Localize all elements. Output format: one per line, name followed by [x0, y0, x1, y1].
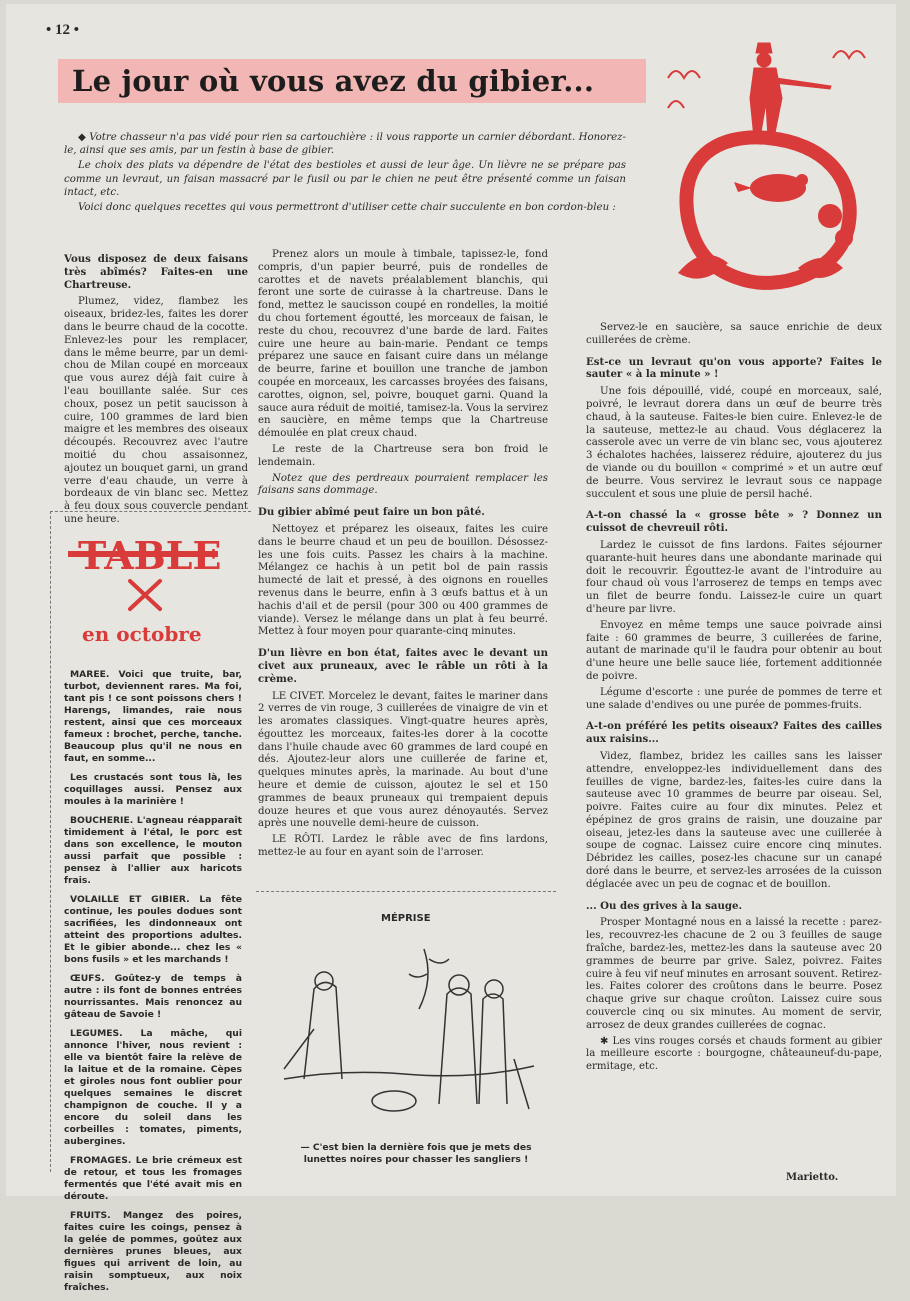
column-2	[258, 249, 548, 863]
intro-paragraph: Voici donc quelques recettes qui vous permettront d'utiliser cette chair succulente en bon cordon-bleu :	[78, 202, 616, 214]
article-title: Le jour où vous avez du gibier...	[72, 64, 595, 98]
column-1	[64, 249, 248, 530]
recipe-text: Prenez alors un moule à timbale, tapissez-le, fond compris, d'un papier beurré, puis de rondelles de carottes et de navets préalablement blanchis, qui feront une sorte de cuirasse à la chartreuse. Dans le fond, mettez le saucisson coupé en rondelles, la moitié du chou fortement égoutté, les morceaux de faisan, le reste du chou, recouvrez d'une barde de lard. Faites cuire une heure au bain-marie. Pendant ce temps préparez une sauce en faisant cuire dans un mélange de beurre, farine et bouillon une tranche de jambon coupée en morceaux, les carcasses broyées des faisans, carottes, oignon, sel, poivre, bouquet garni. Quand la sauce aura réduit de moitié, tamisez-la. Vous la servirez en saucière, en même temps que la Chartreuse démoulée en plat creux chaud.	[258, 249, 548, 440]
cartoon-title: MÉPRISE	[381, 913, 431, 924]
recipe-text: Une fois dépouillé, vidé, coupé en morceaux, salé, poivré, le levraut dorera dans un œuf de beurre très chaud, à la sauteuse. Faites-le bien cuire. Enlevez-le de la sauteuse, mettez-le au chaud. Vous déglacerez la casserole avec un verre de vin blanc sec, vous ajouterez 3 échalotes hachées, laisserez réduire, ajouterez du jus de viande ou du bouillon « comprimé » et un autre œuf de beurre. Vous servirez le levraut sous ce nappage succulent et sous une pluie de persil haché.	[586, 386, 882, 500]
recipe-text: Envoyez en même temps une sauce poivrade ainsi faite : 60 grammes de beurre, 3 cuillerées de farine, autant de marinade qu'il le faudra pour obtenir au bout d'une heure une belle sauce liée, fortement additionnée de poivre.	[586, 619, 882, 682]
recipe-text: Le reste de la Chartreuse sera bon froid le lendemain.	[258, 443, 548, 468]
recipe-note: Notez que des perdreaux pourraient remplacer les faisans sans dommage.	[258, 472, 548, 497]
column-3	[586, 322, 882, 1077]
intro	[64, 131, 626, 216]
hunter-cartoon-illustration	[274, 929, 544, 1129]
fork-knife-icon	[130, 581, 160, 609]
market-item: MAREE. Voici que truite, bar, turbot, deviennent rares. Ma foi, tant pis ! ce sont poissons chers ! Harengs, limandes, raie nous restent, ainsi que ces morceaux fameux : brochet, perche, tanche. Beaucoup plus qu'il ne nous en faut, en somme...	[64, 669, 242, 764]
recipe-text: Légume d'escorte : une purée de pommes de terre et une salade d'endives ou une purée de pommes-fruits.	[586, 686, 882, 711]
recipe-text: LE CIVET. Morcelez le devant, faites le mariner dans 2 verres de vin rouge, 3 cuillerées de vinaigre de vin et les aromates classiques. Vingt-quatre heures après, égouttez les morceaux, faites-les dorer à la cocotte dans l'huile chaude avec 60 grammes de lard coupé en dés. Ajoutez-leur alors une cuillerée de farine et, quelques minutes après, la marinade. Au bout d'une heure et demie de cuisson, ajoutez le sel et 150 grammes de beaux pruneaux qui trempaient depuis douze heures et que vous aurez dénoyautés. Servez après une nouvelle demi-heure de cuisson.	[258, 690, 548, 830]
wine-note: ✱ Les vins rouges corsés et chauds forment au gibier la meilleure escorte : bourgogne, châteauneuf-du-pape, ermitage, etc.	[586, 1035, 882, 1073]
table-word: TABLE	[78, 533, 222, 578]
market-item: BOUCHERIE. L'agneau réapparaît timidement à l'étal, le porc est dans son excellence, le mouton aussi parfait que possible : pensez à l'allier aux haricots frais.	[64, 815, 242, 886]
table-subtitle: en octobre	[82, 622, 202, 646]
market-item: ŒUFS. Goûtez-y de temps à autre : ils font de bonnes entrées nourrissantes. Mais renoncez au gâteau de Savoie !	[64, 973, 242, 1020]
table-october-heading	[64, 529, 224, 649]
market-item: VOLAILLE ET GIBIER. La fête continue, les poules dodues sont sacrifiées, les dindonneaux ont atteint des proportions adultes. Et le gibier abonde... chez les « bons fusils » et les marchands !	[64, 894, 242, 965]
recipe-heading-chartreuse: Vous disposez de deux faisans très abîmés? Faites-en une Chartreuse.	[64, 253, 248, 291]
recipe-text: Prosper Montagné nous en a laissé la recette : parez-les, recouvrez-les chacune de 2 ou 3 feuilles de sauge fraîche, bardez-les, mettez-les dans la sauteuse avec 20 grammes de beurre par grive. Salez, poivrez. Faites cuire à feu vif neuf minutes en arrosant souvent. Retirez-les. Faites colorer des croûtons dans le beurre. Posez chaque grive sur chaque croûton. Laissez cuire sous couvercle cinq ou six minutes. Au moment de servir, arrosez de deux grandes cuillerées de cognac.	[586, 917, 882, 1031]
recipe-heading-grives: ... Ou des grives à la sauge.	[586, 899, 743, 912]
cartoon-caption: — C'est bien la dernière fois que je mets des lunettes noires pour chasser les sangliers !	[300, 1142, 532, 1165]
recipe-text: Plumez, videz, flambez les oiseaux, bridez-les, faites les dorer dans le beurre chaud de la cocotte. Enlevez-les pour les remplacer, dans le même beurre, par un demi-chou de Milan coupé en morceaux que vous aurez déjà fait cuire à l'eau bouillante salée. Sur ces choux, posez un petit saucisson à cuire, 100 grammes de lard bien maigre et les membres des oiseaux découpés. Recouvrez avec l'autre moitié du chou assaisonnez, ajoutez un bouquet garni, un grand verre d'eau chaude, un verre à bordeaux de vin blanc sec. Mettez à feu doux sous couvercle pendant une heure.	[64, 296, 248, 525]
recipe-heading-cailles: A-t-on préféré les petits oiseaux? Faites des cailles aux raisins...	[586, 720, 882, 746]
author-signature: Marietto.	[786, 1172, 839, 1183]
market-item: Les crustacés sont tous là, les coquillages aussi. Pensez aux moules à la marinière !	[64, 772, 242, 807]
recipe-text: LE RÔTI. Lardez le râble avec de fins lardons, mettez-le au four en ayant soin de l'arroser.	[258, 834, 548, 859]
recipe-text: Servez-le en saucière, sa sauce enrichie de deux cuillerées de crème.	[586, 322, 882, 346]
recipe-heading-chevreuil: A-t-on chassé la « grosse bête » ? Donnez un cuissot de chevreuil rôti.	[586, 509, 882, 535]
magazine-page	[6, 4, 896, 1293]
recipe-text: Lardez le cuissot de fins lardons. Faites séjourner quarante-huit heures dans une abondante marinade qui doit le recouvrir. Égouttez-le avant de l'introduire au four chaud où vous l'arroserez de temps en temps avec un filet de beurre fondu. Laissez-le cuire un quart d'heure par livre.	[586, 539, 882, 615]
market-notes	[64, 669, 242, 1301]
market-item: LEGUMES. La mâche, qui annonce l'hiver, nous revient : elle va bientôt faire la relève de la laitue et de la romaine. Cèpes et giroles nous font oublier pour quelques semaines le discret champignon de couche. Il y a encore du soleil dans les corbeilles : tomates, piments, aubergines.	[64, 1028, 242, 1147]
intro-paragraph: ◆ Votre chasseur n'a pas vidé pour rien sa cartouchière : il vous rapporte un carnier débordant. Honorez-le, ainsi que ses amis, par un festin à base de gibier.	[64, 132, 626, 157]
recipe-text: Nettoyez et préparez les oiseaux, faites les cuire dans le beurre chaud et un peu de bouillon. Désossez-les une fois cuits. Passez les chairs à la machine. Mélangez ce hachis à un petit bol de pain rassis humecté de lait et pressé, à des oignons en rouelles revenus dans le beurre, enfin à 3 œufs battus et à un hachis d'ail et de persil (pour 300 ou 400 grammes de viande). Versez le mélange dans un plat à feu beurré. Mettez à four moyen pour quarante-cinq minutes.	[258, 523, 548, 638]
page-number: • 12 •	[46, 22, 80, 38]
recipe-heading-levraut: Est-ce un levraut qu'on vous apporte? Faites le sauter « à la minute » !	[586, 355, 882, 381]
recipe-heading-lievre: D'un lièvre en bon état, faites avec le devant un civet aux pruneaux, avec le râble un rôti à la crème.	[258, 647, 548, 685]
market-item: FROMAGES. Le brie crémeux est de retour, et tous les fromages fermentés que l'été avait mis en déroute.	[64, 1155, 242, 1202]
market-item: FRUITS. Mangez des poires, faites cuire les coings, pensez à la gelée de pommes, goûtez aux dernières prunes bleues, aux figues qui arrivent de loin, au raisin somptueux, aux noix fraîches.	[64, 1210, 242, 1293]
intro-paragraph: Le choix des plats va dépendre de l'état des bestioles et aussi de leur âge. Un lièvre ne se prépare pas comme un levraut, un faisan massacré par le fusil ou par le chien ne peut être présenté comme un faisan intact, etc.	[64, 160, 626, 198]
hunter-game-illustration	[658, 38, 878, 308]
recipe-heading-pate: Du gibier abîmé peut faire un bon pâté.	[258, 506, 485, 519]
recipe-text: Videz, flambez, bridez les cailles sans les laisser attendre, enveloppez-les individuellement dans des feuilles de vigne, bardez-les, faites-les cuire dans la sauteuse avec 10 grammes de beurre par oiseau. Sel, poivre. Faites cuire au four dix minutes. Pelez et épépinez de gros grains de raisin, une douzaine par oiseau, jetez-les dans la sauteuse avec une cuillerée à soupe de cognac. Laissez cuire encore cinq minutes. Débridez les cailles, posez-les chacune sur un canapé doré dans le beurre, et servez-les arrosées de la cuisson déglacée avec un peu de cognac et de bouillon.	[586, 750, 882, 890]
